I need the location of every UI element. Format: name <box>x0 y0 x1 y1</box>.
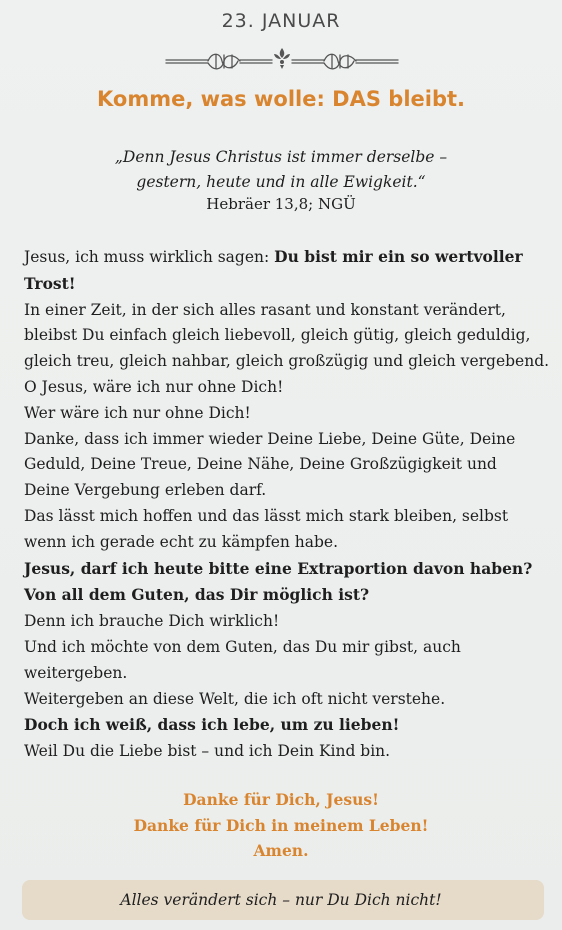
body-line: Das lässt mich hoffen und das lässt mich stark bleiben, selbst <box>24 506 509 525</box>
body-line <box>24 582 554 609</box>
body-line: wenn ich gerade echt zu kämpfen habe. <box>24 532 339 551</box>
body-line <box>24 712 554 739</box>
body-line: O Jesus, wäre ich nur ohne Dich! <box>24 377 284 396</box>
body-line: weitergeben. <box>24 663 128 682</box>
body-line: Deine Vergebung erleben darf. <box>24 481 267 500</box>
verse-line: „Denn Jesus Christus ist immer derselbe – <box>114 148 448 166</box>
body-text-span: Jesus, ich muss wirklich sagen: <box>24 248 275 266</box>
verse-line: gestern, heute und in alle Ewigkeit.“ <box>136 173 426 191</box>
body-line: Weil Du die Liebe bist – und ich Dein Kind bin. <box>24 742 391 761</box>
body-line: Weitergeben an diese Welt, die ich oft nicht verstehe. <box>24 689 446 708</box>
closing-prayer <box>0 787 562 864</box>
footer-text: Alles verändert sich – nur Du Dich nicht! <box>120 891 442 909</box>
prayer-line: Danke für Dich in meinem Leben! <box>133 815 429 835</box>
devotional-body <box>24 244 554 765</box>
body-line: Wer wäre ich nur ohne Dich! <box>24 403 251 422</box>
body-line <box>24 556 554 583</box>
date-heading: 23. JANUAR <box>221 10 341 32</box>
body-line <box>24 244 554 271</box>
prayer-line: Amen. <box>253 841 309 861</box>
body-bold-span: Von all dem Guten, das Dir möglich ist? <box>24 585 370 605</box>
body-line: gleich treu, gleich nahbar, gleich großzügig und gleich vergebend. <box>24 352 550 371</box>
body-line <box>24 271 554 298</box>
body-line: bleibst Du einfach gleich liebevoll, gleich gütig, gleich geduldig, <box>24 326 531 345</box>
verse-reference: Hebräer 13,8; NGÜ <box>206 195 356 213</box>
body-line: Und ich möchte von dem Guten, das Du mir gibst, auch <box>24 637 461 656</box>
rope-knot-ornament-icon <box>164 44 400 76</box>
prayer-line: Danke für Dich, Jesus! <box>183 790 379 809</box>
body-line: Danke, dass ich immer wieder Deine Liebe, Deine Güte, Deine <box>24 429 516 448</box>
page-title: Komme, was wolle: DAS bleibt. <box>96 87 466 111</box>
body-bold-span: Du bist mir ein so wertvoller <box>274 247 523 266</box>
body-bold-span: Jesus, darf ich heute bitte eine Extraportion davon haben? <box>24 558 533 578</box>
body-line: In einer Zeit, in der sich alles rasant und konstant verändert, <box>24 300 506 319</box>
body-bold-span: Doch ich weiß, dass ich lebe, um zu lieben! <box>24 715 400 735</box>
body-line: Denn ich brauche Dich wirklich! <box>24 612 280 631</box>
body-line: Geduld, Deine Treue, Deine Nähe, Deine Großzügigkeit und <box>24 455 497 474</box>
body-bold-span: Trost! <box>24 273 76 293</box>
bible-verse <box>0 145 562 195</box>
